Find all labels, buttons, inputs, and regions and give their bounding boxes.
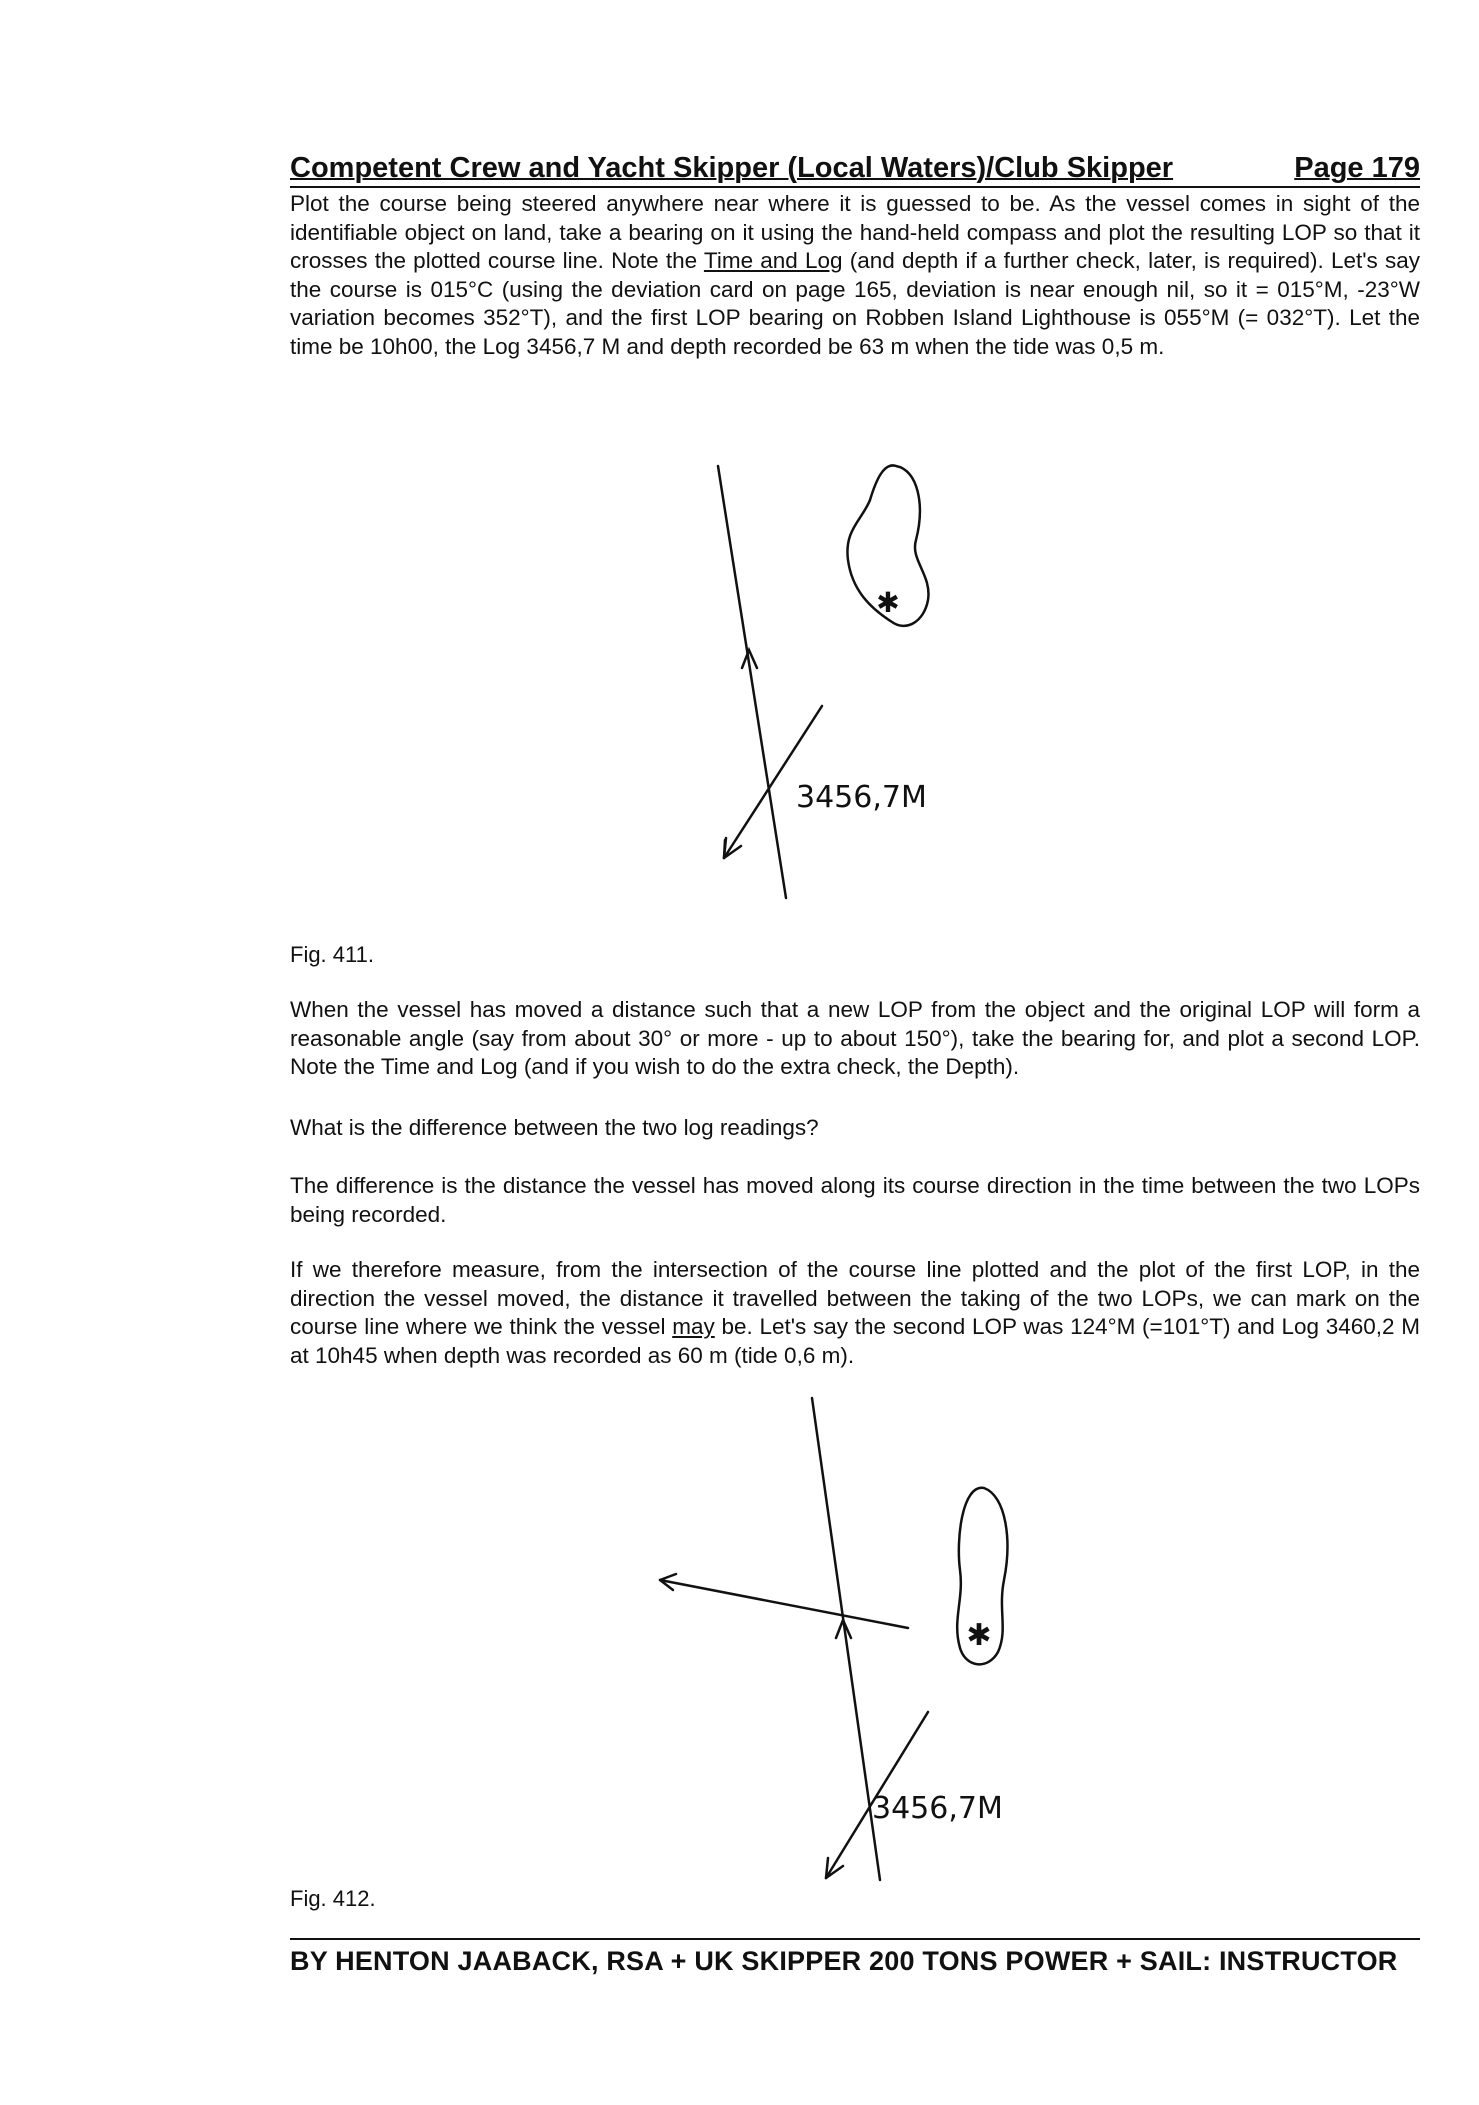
- paragraph-measure-underlined: may: [672, 1314, 715, 1339]
- paragraph-second-lop: When the vessel has moved a distance such that a new LOP from the object and the original LOP will form a reasonable angle (say from about 30° or more - up to about 150°), take the bearing for, and plot a second LOP. Note the Time and Log (and if you wish to do the extra check, the Depth).: [290, 997, 1420, 1079]
- paragraph-measure-text: If we therefore measure, from the intersection of the course line plotted and the plot of the first LOP, in the direction the vessel moved, the distance it travelled between the taking of the two LOPs, we can mark on the course line where we think the vessel: [290, 1257, 1420, 1339]
- header-page-number: Page 179: [1294, 152, 1420, 184]
- fig-412-first-lop-arrowhead: [826, 1858, 843, 1878]
- paragraph-intro-text-end: (and depth if a further check, later, is required). Let's say the course is 015°C (using the deviation card on page 165, deviation is near enough nil, so it = 015°M, -23°W variation becomes 352°T), and the first LOP bearing on Robben Island Lighthouse is 055°M (= 032°T). Let the time be 10h00, the Log 3456,7 M and depth recorded be 63 m when the tide was 0,5 m.: [290, 248, 1420, 359]
- fig-412-lighthouse-icon: ✱: [966, 1619, 992, 1652]
- paragraph-measure-text-end: be. Let's say the second LOP was 124°M (=101°T) and Log 3460,2 M at 10h45 when depth was recorded as 60 m (tide 0,6 m).: [290, 1314, 1420, 1368]
- header-title: Competent Crew and Yacht Skipper (Local Waters)/Club Skipper: [290, 152, 1174, 184]
- paragraph-intro-text: Plot the course being steered anywhere near where it is guessed to be. As the vessel comes in sight of the identifiable object on land, take a bearing on it using the hand-held compass and plot the resulting LOP so that it crosses the plotted course line. Note the: [290, 191, 1420, 273]
- fig-412-second-lop-line: [660, 1580, 908, 1628]
- fig-411-label: Fig. 411.: [290, 942, 374, 967]
- paragraph-intro-underlined: Time and Log: [703, 248, 843, 273]
- fig-411-log-label: 3456,7M: [796, 780, 927, 815]
- fig-412-log-label: 3456,7M: [872, 1791, 1003, 1826]
- page-footer: BY HENTON JAABACK, RSA + UK SKIPPER 200 TONS POWER + SAIL: INSTRUCTOR: [290, 1938, 1420, 1977]
- paragraph-difference: The difference is the distance the vessel has moved along its course direction in the time between the two LOPs being recorded.: [290, 1173, 1420, 1227]
- paragraph-question: What is the difference between the two log readings?: [290, 1115, 819, 1140]
- fig-412-label: Fig. 412.: [290, 1886, 376, 1911]
- fig-411-lighthouse-icon: ✱: [876, 587, 900, 618]
